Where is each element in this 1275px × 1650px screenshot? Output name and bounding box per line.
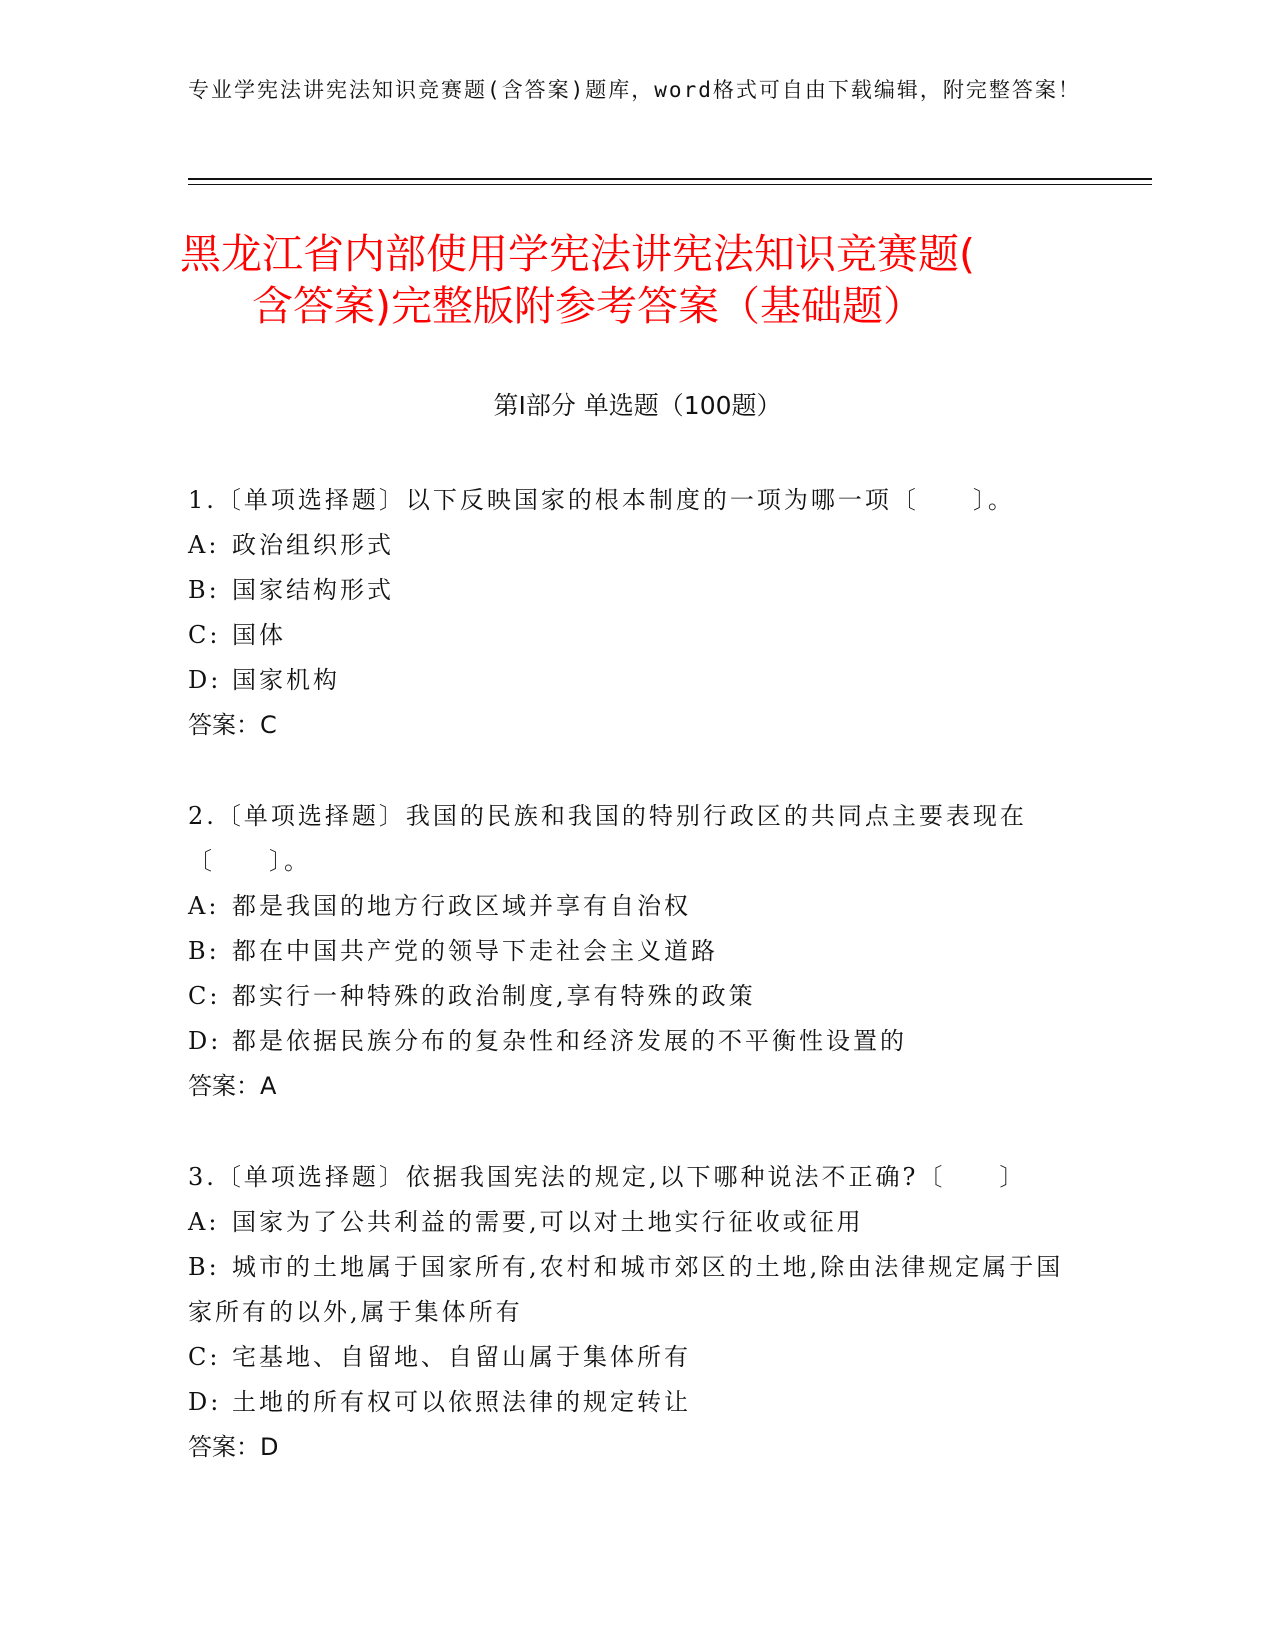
- answer: 答案：A: [188, 1072, 277, 1100]
- option-label: A:: [188, 1208, 220, 1236]
- option-b: [188, 568, 1088, 613]
- document-title: [180, 228, 1110, 332]
- option-a: [188, 1200, 1088, 1245]
- option-a: [188, 523, 1088, 568]
- option-text: 国家结构形式: [232, 576, 394, 604]
- option-text: 国体: [232, 621, 286, 649]
- option-b: [188, 1245, 1088, 1335]
- title-line-1: 黑龙江省内部使用学宪法讲宪法知识竞赛题(: [180, 230, 975, 278]
- question-list: [188, 478, 1088, 1516]
- option-label: D:: [188, 1027, 222, 1055]
- question-2: [188, 794, 1088, 1109]
- option-label: B:: [188, 1253, 220, 1281]
- option-d: [188, 1380, 1088, 1425]
- option-label: B:: [188, 576, 220, 604]
- answer: 答案：D: [188, 1433, 279, 1461]
- option-label: A:: [188, 892, 220, 920]
- option-a: [188, 884, 1088, 929]
- option-text: 政治组织形式: [232, 531, 394, 559]
- question-stem: 3.〔单项选择题〕依据我国宪法的规定,以下哪种说法不正确?〔 〕: [188, 1163, 1027, 1191]
- option-b: [188, 929, 1088, 974]
- option-c: [188, 1335, 1088, 1380]
- option-text: 国家机构: [232, 666, 340, 694]
- option-label: C:: [188, 1343, 221, 1371]
- option-text: 都在中国共产党的领导下走社会主义道路: [232, 937, 718, 965]
- option-text: 城市的土地属于国家所有,农村和城市郊区的土地,除由法律规定属于国家所有的以外,属于集体所有: [188, 1253, 1064, 1326]
- option-text: 国家为了公共利益的需要,可以对土地实行征收或征用: [232, 1208, 864, 1236]
- option-label: D:: [188, 1388, 222, 1416]
- option-label: C:: [188, 982, 221, 1010]
- option-d: [188, 1019, 1088, 1064]
- option-c: [188, 613, 1088, 658]
- option-text: 都是依据民族分布的复杂性和经济发展的不平衡性设置的: [232, 1027, 907, 1055]
- option-text: 都是我国的地方行政区域并享有自治权: [232, 892, 691, 920]
- title-line-2: 含答案)完整版附参考答案（基础题）: [252, 282, 924, 330]
- header-rule-thick: [188, 178, 1152, 180]
- question-3: [188, 1155, 1088, 1470]
- question-1: [188, 478, 1088, 748]
- header-rule-thin: [188, 184, 1152, 185]
- option-label: B:: [188, 937, 220, 965]
- question-stem: 2.〔单项选择题〕我国的民族和我国的特别行政区的共同点主要表现在〔 〕。: [188, 802, 1027, 875]
- question-stem: 1.〔单项选择题〕以下反映国家的根本制度的一项为哪一项〔 〕。: [188, 486, 1015, 514]
- option-label: D:: [188, 666, 222, 694]
- option-text: 都实行一种特殊的政治制度,享有特殊的政策: [232, 982, 756, 1010]
- option-d: [188, 658, 1088, 703]
- header-note: 专业学宪法讲宪法知识竞赛题(含答案)题库，word格式可自由下载编辑，附完整答案！: [188, 78, 1081, 102]
- option-label: A:: [188, 531, 220, 559]
- option-c: [188, 974, 1088, 1019]
- option-text: 宅基地、自留地、自留山属于集体所有: [232, 1343, 691, 1371]
- section-heading: 第Ⅰ部分 单选题（100题）: [493, 391, 782, 420]
- option-text: 土地的所有权可以依照法律的规定转让: [232, 1388, 691, 1416]
- answer: 答案：C: [188, 711, 277, 739]
- option-label: C:: [188, 621, 221, 649]
